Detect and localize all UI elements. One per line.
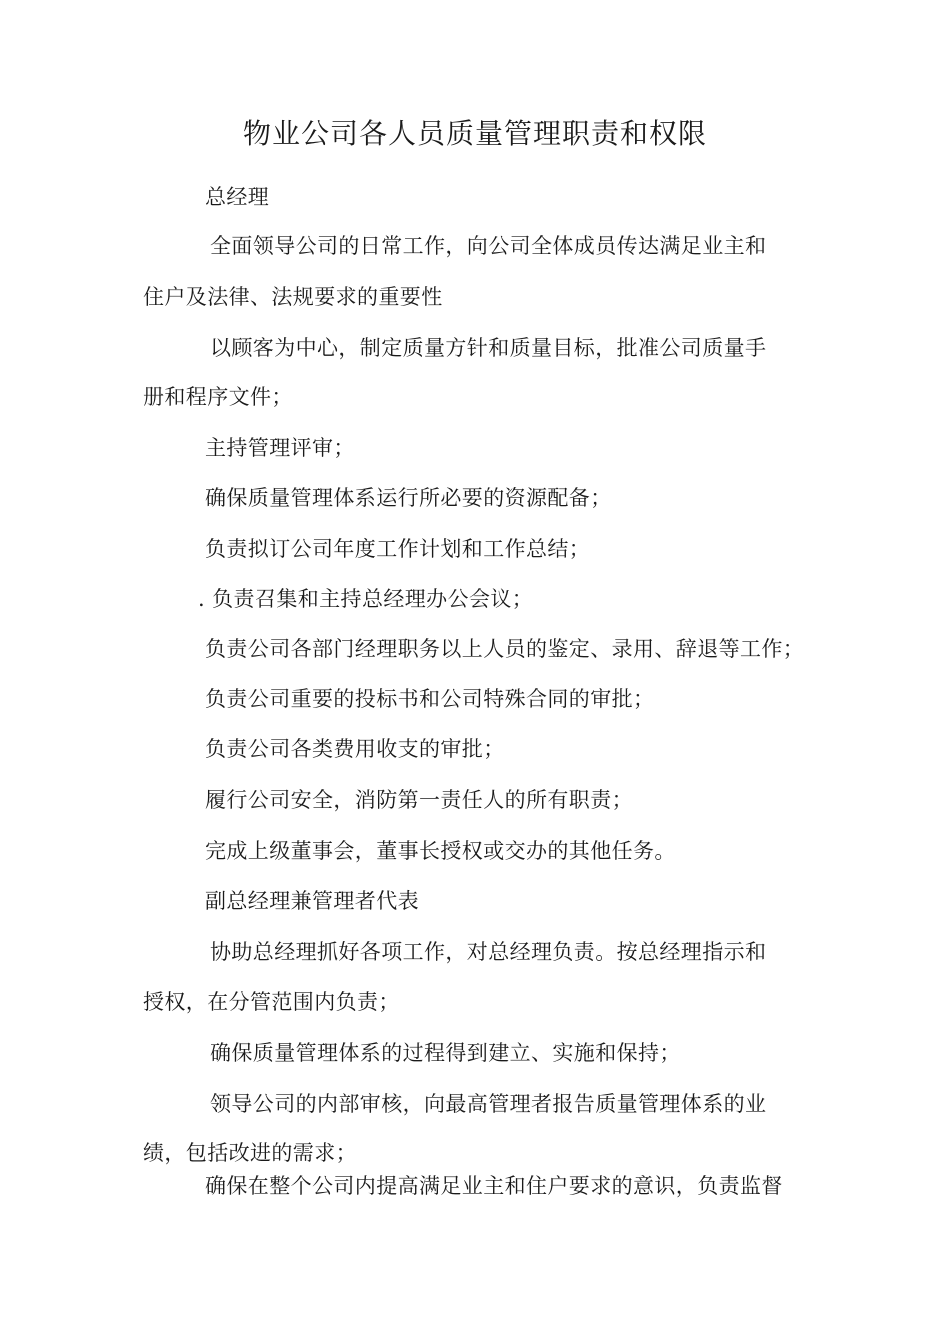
paragraph-line: 主持管理评审； <box>205 436 355 460</box>
paragraph-line: 负责公司各类费用收支的审批； <box>205 737 505 761</box>
paragraph-line: 确保质量管理体系的过程得到建立、实施和保持； <box>210 1041 681 1065</box>
document-title: 物业公司各人员质量管理职责和权限 <box>242 117 707 150</box>
paragraph-line: 授权，在分管范围内负责； <box>143 990 400 1014</box>
paragraph-line: 全面领导公司的日常工作，向公司全体成员传达满足业主和 <box>210 234 767 258</box>
paragraph-line: 负责拟订公司年度工作计划和工作总结； <box>205 537 591 561</box>
paragraph-line: 领导公司的内部审核，向最高管理者报告质量管理体系的业 <box>210 1092 767 1116</box>
paragraph-line: 负责公司各部门经理职务以上人员的鉴定、录用、辞退等工作； <box>205 637 805 661</box>
paragraph-line: 住户及法律、法规要求的重要性 <box>143 285 443 309</box>
paragraph-line: 完成上级董事会，董事长授权或交办的其他任务。 <box>205 839 676 863</box>
paragraph-line: 确保在整个公司内提高满足业主和住户要求的意识，负责监督 <box>205 1174 783 1198</box>
section-heading-deputy-general-manager: 副总经理兼管理者代表 <box>205 889 419 913</box>
paragraph-line: 确保质量管理体系运行所必要的资源配备； <box>205 486 612 510</box>
paragraph-line: 册和程序文件； <box>143 385 293 409</box>
paragraph-line: 协助总经理抓好各项工作，对总经理负责。按总经理指示和 <box>210 940 767 964</box>
paragraph-line: 履行公司安全，消防第一责任人的所有职责； <box>205 788 633 812</box>
paragraph-line: . 负责召集和主持总经理办公会议； <box>198 587 534 611</box>
paragraph-line: 绩，包括改进的需求； <box>143 1141 357 1165</box>
section-heading-general-manager: 总经理 <box>205 185 270 209</box>
paragraph-line: 以顾客为中心，制定质量方针和质量目标，批准公司质量手 <box>210 336 767 360</box>
paragraph-line: 负责公司重要的投标书和公司特殊合同的审批； <box>205 687 655 711</box>
